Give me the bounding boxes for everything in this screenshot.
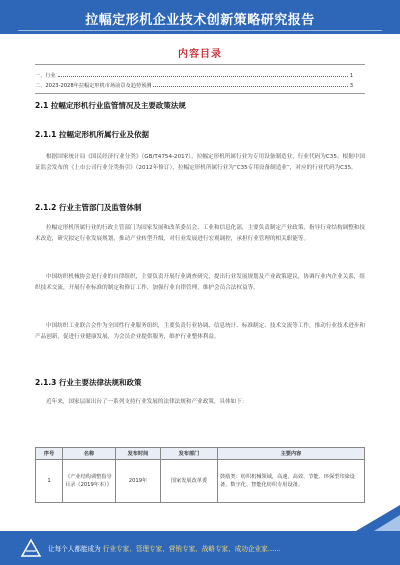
policy-table — [35, 447, 365, 503]
paragraph: 近年来，国家层面出台了一系列支持行业发展的法律法规和产业政策，具体如下： — [46, 399, 248, 405]
cell-no: 1 — [36, 460, 63, 503]
paragraph: 中国纺织机械协会是行业的自律组织，主要负责开展行业调查研究，提出行业发展规划及产业政策建议，协调行业内企业关系，组织技术交流，开展行业标准的制定和修订工作，加强行业自律管理，维护会员合法权益等。 — [35, 274, 365, 291]
subsection-heading: 2.1.3 行业主要法律法规和政策 — [35, 378, 142, 387]
col-header: 序号 — [36, 448, 63, 460]
section-heading: 2.1 拉幅定形机行业监管情况及主要政策法规 — [35, 101, 186, 110]
header-divider — [18, 30, 382, 31]
paragraph: 根据国家统计局《国民经济行业分类》（GB/T4754-2017），拉幅定形机所属行业为专用设备制造业，行业代码为C35。根据中国证监会发布的《上市公司行业分类指引》（2012年修订），拉幅定形机所属行业为“C35专用设备制造业”，对应的行业代码为C35。 — [35, 154, 365, 171]
toc-item-label: 一、行业 — [35, 73, 56, 79]
col-header: 名称 — [63, 448, 116, 460]
toc-item[interactable] — [35, 72, 353, 79]
col-header: 发布部门 — [161, 448, 218, 460]
toc-item-page: 1 — [349, 73, 353, 79]
subsection-heading: 2.1.2 行业主管部门及监管体制 — [35, 203, 142, 212]
subsection-heading: 2.1.1 拉幅定形机所属行业及依据 — [35, 130, 149, 139]
page-footer — [0, 531, 400, 565]
footer-slogan-prefix: 让每个人都能成为 — [48, 545, 101, 553]
toc-item[interactable] — [35, 82, 353, 89]
toc-leader — [153, 82, 347, 87]
toc-item-page: 3 — [349, 83, 353, 89]
table-header-row — [36, 448, 365, 460]
toc-top-rule — [35, 64, 365, 65]
page-header — [0, 0, 400, 34]
col-header: 主要内容 — [218, 448, 365, 460]
cell-name: 《产业结构调整指导目录（2019年本）》 — [63, 460, 116, 503]
cell-content: 鼓励类：纺织机械领域，高速、高效、节能、环保型印染设备，数字化、智能化纺织专用设备。 — [218, 460, 365, 503]
corner-decoration-light — [374, 515, 400, 531]
footer-slogan-highlight: 行业专家、管理专家、营销专家、战略专家、成功企业家…… — [102, 545, 281, 553]
toc-leader — [58, 72, 348, 77]
cell-date: 2019年 — [116, 460, 161, 503]
paragraph: 拉幅定形机所属行业的行政主管部门为国家发展和改革委员会、工业和信息化部，主要负责制定产业政策，指导行业结构调整和技术改造，研究拟定行业发展规划，推动产业转型升级，对行业发展进行宏观调控，承担行业管理的相关职能等。 — [35, 225, 365, 242]
report-title: 拉幅定形机企业技术创新策略研究报告 — [85, 13, 315, 28]
toc-bottom-rule — [35, 93, 365, 94]
toc-title: 内容目录 — [178, 49, 222, 60]
paragraph: 中国纺织工业联合会作为全国性行业服务组织，主要负责行业协调、信息统计、标准制定、技术交流等工作，推动行业技术进步和产品创新，促进行业健康发展，为会员企业提供服务，维护行业整体利益。 — [35, 323, 365, 340]
table-row — [36, 460, 365, 503]
footer-slogan — [48, 543, 281, 553]
col-header: 发布时间 — [116, 448, 161, 460]
cell-dept: 国家发展改革委 — [161, 460, 218, 503]
logo-mark-icon — [20, 538, 42, 558]
toc-item-label: 二、2023-2028年拉幅定形机市场前景及趋势预测 — [35, 83, 152, 89]
